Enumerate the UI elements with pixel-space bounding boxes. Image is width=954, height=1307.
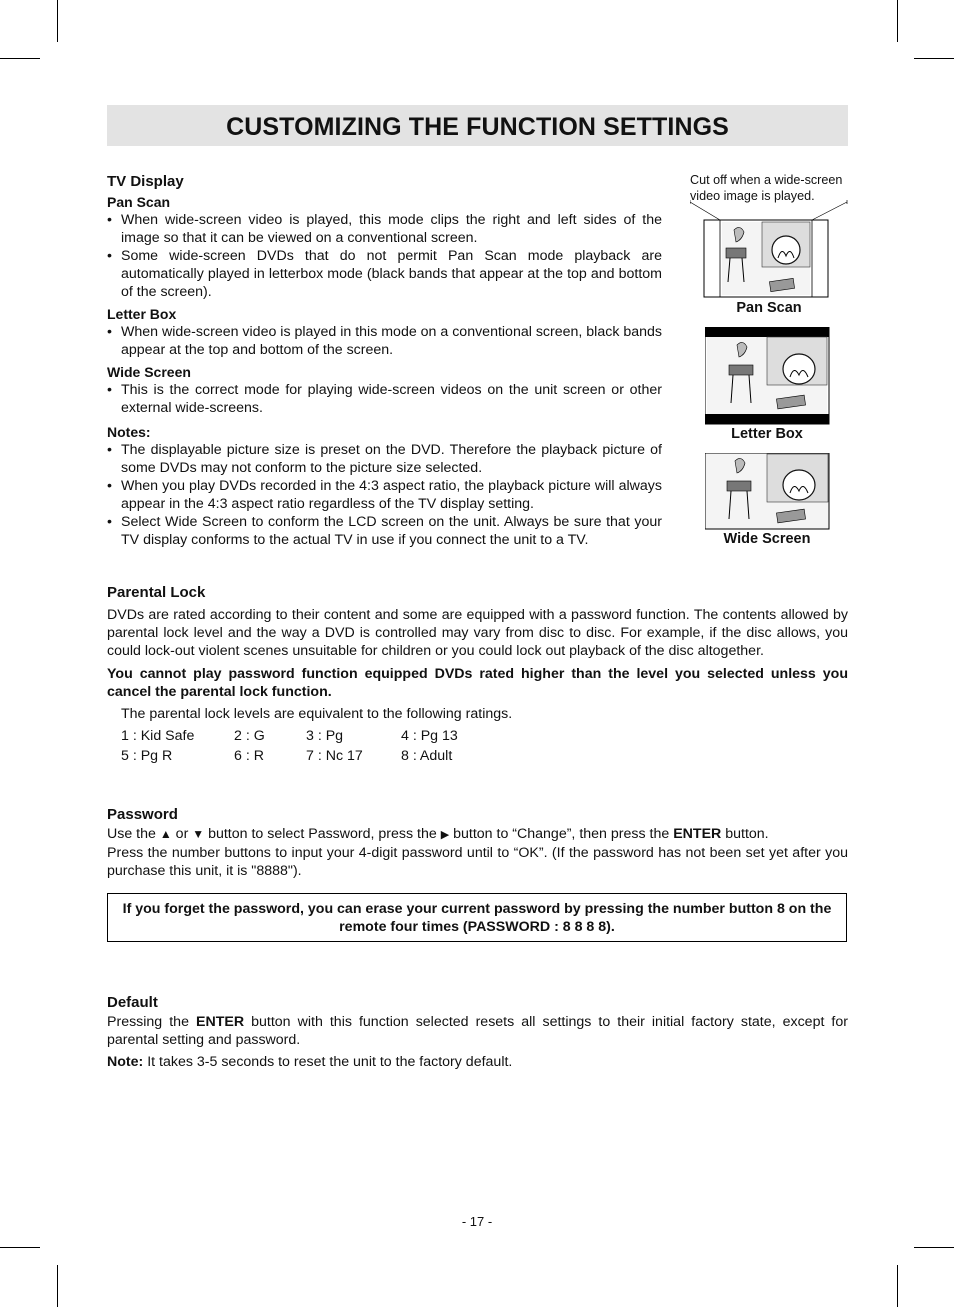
crop-mark — [0, 58, 40, 59]
rating-cell: 5 : Pg R — [121, 748, 173, 764]
bullet-item: • Some wide-screen DVDs that do not permit Pan Scan mode playback are automatically played in letterbox mode (black bands that appear at the top and bottom of the screen). — [107, 247, 662, 301]
crop-mark — [897, 1265, 898, 1307]
crop-mark — [914, 1247, 954, 1248]
down-arrow-icon: ▼ — [192, 827, 205, 841]
default-section — [107, 994, 848, 1071]
bullet-item: • When wide-screen video is played, this mode clips the right and left sides of the image so that it can be viewed on a conventional screen. — [107, 211, 662, 247]
note-text: It takes 3-5 seconds to reset the unit to the factory default. — [143, 1054, 513, 1070]
rating-cell: 6 : R — [234, 748, 264, 764]
crop-mark — [57, 0, 58, 42]
text-run: Use the — [107, 826, 160, 842]
paragraph: DVDs are rated according to their content and some are equipped with a password function. The contents allowed by parental lock level and the way a DVD is controlled may vary from disc to disc. For example, if the disc allows, you could lock-out violent scenes unsuitable for children or you could lock out playback of the disc altogether. — [107, 607, 848, 659]
section-heading: Password — [107, 806, 178, 823]
note-paragraph — [107, 1053, 848, 1071]
bullet-item: • The displayable picture size is preset on the DVD. Therefore the playback picture of some DVDs may not conform to the picture size selected. — [107, 441, 662, 477]
letter-box-label: Letter Box — [731, 426, 803, 442]
bullet-list — [107, 441, 662, 549]
pan-scan-label: Pan Scan — [736, 300, 802, 316]
rating-cell: 1 : Kid Safe — [121, 728, 195, 744]
wide-screen-illustration — [705, 453, 830, 530]
enter-button-name: ENTER — [673, 826, 722, 842]
bullet-item: • When wide-screen video is played in this mode on a conventional screen, black bands appear at the top and bottom of the screen. — [107, 323, 662, 359]
page-title: CUSTOMIZING THE FUNCTION SETTINGS — [226, 113, 729, 141]
paragraph: Press the number buttons to input your 4-digit password until to “OK”. (If the password has not been set yet after you purchase this unit, it is "8888"). — [107, 845, 848, 879]
crop-mark — [914, 58, 954, 59]
up-arrow-icon: ▲ — [159, 827, 172, 841]
paragraph — [107, 825, 848, 844]
note-label: Note: — [107, 1054, 144, 1070]
bullet-list — [107, 211, 662, 301]
tv-display-section — [107, 173, 662, 553]
warning-paragraph: You cannot play password function equipped DVDs rated higher than the level you selected unless you cancel the parental lock function. — [107, 666, 848, 700]
password-section — [107, 806, 848, 880]
crop-mark — [57, 1265, 58, 1307]
rating-cell: 8 : Adult — [401, 748, 453, 764]
ratings-row — [121, 747, 848, 767]
cut-off-caption: Cut off when a wide-screen video image is played. — [690, 173, 843, 203]
page-number: - 17 - — [461, 1214, 493, 1229]
enter-button-name: ENTER — [196, 1014, 245, 1030]
letter-box-illustration — [705, 327, 830, 425]
wide-screen-label: Wide Screen — [723, 531, 811, 547]
rating-cell: 7 : Nc 17 — [306, 748, 363, 764]
text-run: button. — [721, 826, 769, 842]
text-run: Pressing the — [107, 1014, 196, 1030]
rating-cell: 4 : Pg 13 — [401, 728, 458, 744]
crop-mark — [897, 0, 898, 42]
text-run: button with this function selected resets all settings to their initial factory state, except for parental setting and password. — [107, 1014, 848, 1048]
parental-lock-section — [107, 584, 848, 767]
bullet-item: • When you play DVDs recorded in the 4:3 aspect ratio, the playback picture will always appear in the 4:3 aspect ratio regardless of the TV display setting. — [107, 477, 662, 513]
right-arrow-icon: ▶ — [440, 829, 450, 841]
paragraph: The parental lock levels are equivalent to the following ratings. — [121, 706, 513, 722]
bullet-item: • This is the correct mode for playing wide-screen videos on the unit screen or other external wide-screens. — [107, 381, 662, 417]
password-notice-box — [107, 893, 847, 942]
subheading: Wide Screen — [107, 364, 191, 380]
pan-scan-callout — [690, 200, 860, 300]
rating-cell: 3 : Pg — [306, 728, 344, 744]
text-run: button to select Password, press the — [204, 826, 441, 842]
section-heading: TV Display — [107, 173, 184, 190]
rating-cell: 2 : G — [234, 728, 265, 744]
subheading: Letter Box — [107, 306, 177, 322]
subheading: Pan Scan — [107, 194, 171, 210]
ratings-table — [107, 727, 848, 767]
text-run: button to “Change”, then press the — [449, 826, 674, 842]
bullet-list — [107, 381, 662, 417]
paragraph — [107, 1013, 848, 1049]
ratings-row — [121, 727, 848, 747]
section-heading: Default — [107, 994, 158, 1011]
section-heading: Parental Lock — [107, 584, 206, 601]
notice-text: If you forget the password, you can erase your current password by pressing the number button 8 on the remote four times (PASSWORD : 8 8 8 8). — [122, 900, 832, 935]
text-run: or — [171, 826, 193, 842]
notes-heading: Notes: — [107, 424, 151, 440]
bullet-item: • Select Wide Screen to conform the LCD screen on the unit. Always be sure that your TV display conforms to the actual TV in use if you connect the unit to a TV. — [107, 513, 662, 549]
title-banner — [107, 105, 848, 146]
bullet-list — [107, 323, 662, 359]
crop-mark — [0, 1247, 40, 1248]
